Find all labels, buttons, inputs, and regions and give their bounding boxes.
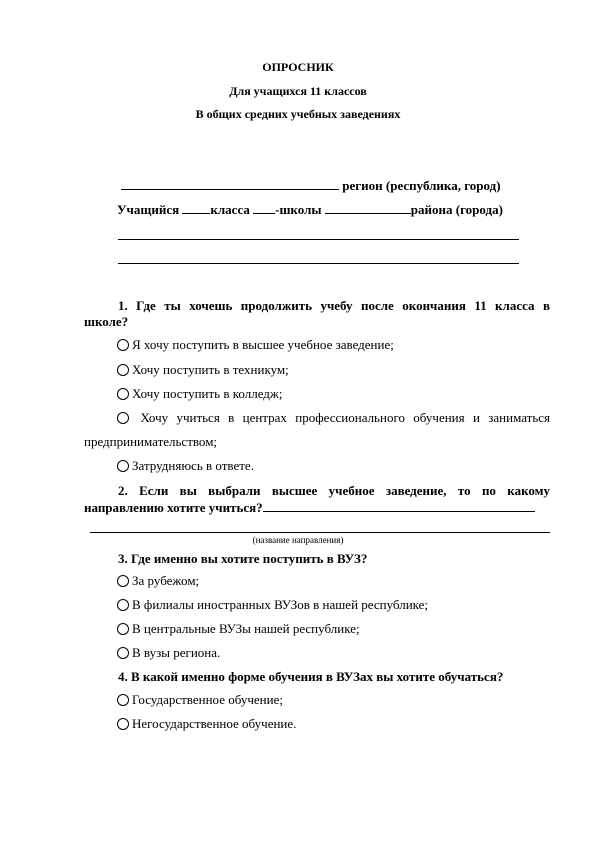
district-blank[interactable]: [325, 202, 411, 214]
q4-option-2[interactable]: [117, 716, 296, 732]
q1-option-3-label: Хочу поступить в колледж;: [132, 386, 283, 401]
radio-icon[interactable]: [117, 718, 129, 730]
direction-line[interactable]: [90, 532, 550, 533]
radio-icon[interactable]: [117, 575, 129, 587]
q1-option-2-label: Хочу поступить в техникум;: [132, 362, 289, 377]
school-number-blank[interactable]: [253, 202, 275, 214]
q1-option-4-cont: предпринимательством;: [84, 434, 218, 449]
radio-icon[interactable]: [117, 599, 129, 611]
subtitle-institutions: В общих средних учебных заведениях: [195, 107, 401, 121]
question-2-row: [84, 500, 535, 516]
q1-option-5[interactable]: [117, 458, 254, 474]
direction-caption: (название направления): [252, 535, 344, 545]
q3-option-4-label: В вузы региона.: [132, 645, 221, 660]
region-row: [121, 178, 501, 194]
radio-icon[interactable]: [117, 647, 129, 659]
region-blank[interactable]: [121, 178, 339, 190]
student-row: [117, 202, 503, 218]
q4-option-1[interactable]: [117, 692, 283, 708]
subtitle-audience: Для учащихся 11 классов: [229, 84, 367, 98]
q1-option-1-label: Я хочу поступить в высшее учебное заведение;: [132, 337, 394, 352]
class-number-blank[interactable]: [182, 202, 210, 214]
q1-option-4[interactable]: [117, 410, 550, 426]
q4-option-2-label: Негосударственное обучение.: [132, 716, 297, 731]
question-2-text: 2. Если вы выбрали высшее учебное заведение, то по какому: [118, 483, 550, 498]
radio-icon[interactable]: [117, 412, 129, 424]
q3-option-2-label: В филиалы иностранных ВУЗов в нашей республике;: [132, 597, 429, 612]
q3-option-3-label: В центральные ВУЗы нашей республике;: [132, 621, 360, 636]
q1-option-2[interactable]: [117, 362, 289, 378]
radio-icon[interactable]: [117, 694, 129, 706]
radio-icon[interactable]: [117, 460, 129, 472]
q1-option-4-label: Хочу учиться в центрах профессионального обучения и заниматься: [140, 410, 551, 425]
blank-line-1[interactable]: [118, 239, 519, 240]
class-label: класса: [210, 202, 250, 217]
page-title: ОПРОСНИК: [262, 60, 334, 74]
q3-option-3[interactable]: [117, 621, 360, 637]
q3-option-1-label: За рубежом;: [132, 573, 200, 588]
direction-blank[interactable]: [263, 500, 535, 512]
radio-icon[interactable]: [117, 623, 129, 635]
q3-option-4[interactable]: [117, 645, 220, 661]
question-1-text: 1. Где ты хочешь продолжить учебу после окончания 11 класса в: [118, 298, 550, 313]
question-2-text-cont: направлению хотите учиться?: [84, 500, 263, 515]
region-label: регион (республика, город): [342, 178, 501, 193]
radio-icon[interactable]: [117, 339, 129, 351]
q1-option-3[interactable]: [117, 386, 283, 402]
q1-option-1[interactable]: [117, 337, 394, 353]
q1-option-5-label: Затрудняюсь в ответе.: [132, 458, 254, 473]
radio-icon[interactable]: [117, 364, 129, 376]
q4-option-1-label: Государственное обучение;: [132, 692, 283, 707]
question-3-text: 3. Где именно вы хотите поступить в ВУЗ?: [118, 551, 368, 566]
student-label: Учащийся: [117, 202, 180, 217]
school-label: -школы: [275, 202, 322, 217]
question-1-text-cont: школе?: [84, 314, 129, 329]
q3-option-2[interactable]: [117, 597, 428, 613]
district-label: района (города): [410, 202, 503, 217]
q3-option-1[interactable]: [117, 573, 199, 589]
radio-icon[interactable]: [117, 388, 129, 400]
blank-line-2[interactable]: [118, 263, 519, 264]
question-4-text: 4. В какой именно форме обучения в ВУЗах вы хотите обучаться?: [118, 669, 504, 684]
